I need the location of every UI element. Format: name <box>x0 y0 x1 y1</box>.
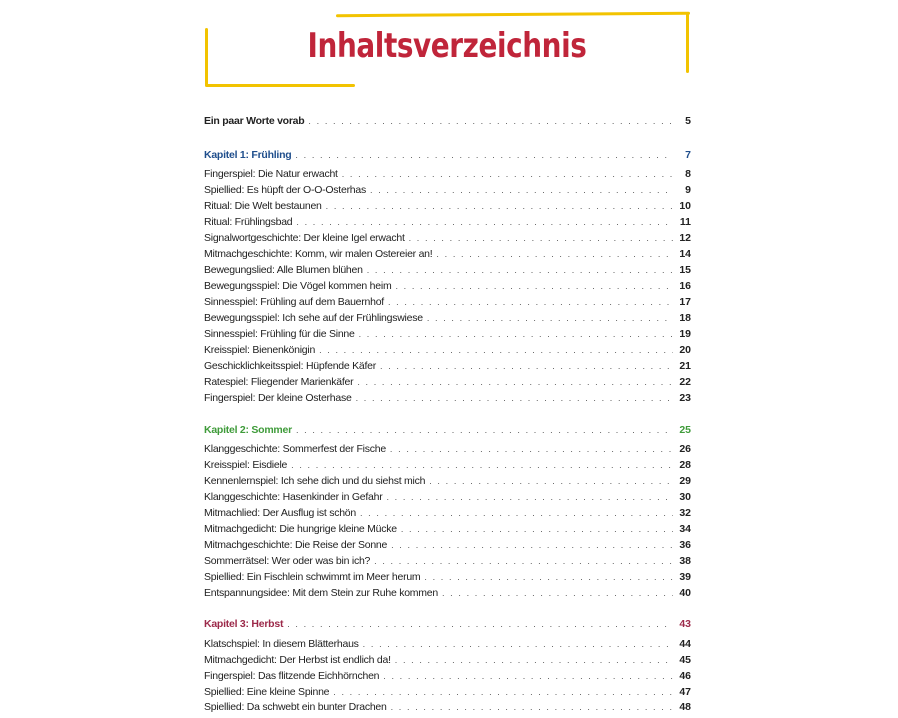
title-frame-left <box>205 28 208 86</box>
dot-leader <box>442 586 673 601</box>
toc-intro <box>204 114 691 129</box>
dot-leader <box>296 423 673 438</box>
toc-entry <box>204 474 691 489</box>
toc-entry-page: 16 <box>679 280 691 292</box>
toc-entry-label: Geschicklichkeitsspiel: Hüpfende Käfer <box>204 360 377 372</box>
toc-entry <box>204 586 691 601</box>
toc-entry <box>204 215 691 230</box>
title-frame-bottom <box>205 84 355 87</box>
toc-entry-label: Ein paar Worte vorab <box>204 115 305 127</box>
dot-leader <box>367 263 673 278</box>
toc-entry-label: Entspannungsidee: Mit dem Stein zur Ruhe kommen <box>204 587 438 599</box>
dot-leader <box>436 247 673 262</box>
toc-entry <box>204 167 691 182</box>
chapter-heading-page: 7 <box>685 149 691 161</box>
toc-entry <box>204 637 691 652</box>
toc-entry-label: Ratespiel: Fliegender Marienkäfer <box>204 376 354 388</box>
chapter-heading-page: 25 <box>679 424 691 436</box>
dot-leader <box>383 669 673 684</box>
toc-entry-page: 11 <box>679 216 691 228</box>
dot-leader <box>386 490 673 505</box>
toc-entry-label: Bewegungslied: Alle Blumen blühen <box>204 264 363 276</box>
chapter-heading-label: Kapitel 1: Frühling <box>204 149 292 161</box>
toc-entry <box>204 279 691 294</box>
toc-entry <box>204 295 691 310</box>
toc-entry <box>204 231 691 246</box>
toc-entry-label: Klanggeschichte: Sommerfest der Fische <box>204 443 386 455</box>
dot-leader <box>295 148 673 163</box>
chapter-heading-label: Kapitel 3: Herbst <box>204 618 284 630</box>
toc-entry-page: 28 <box>679 459 691 471</box>
toc-entry-page: 21 <box>679 360 691 372</box>
toc-entry <box>204 458 691 473</box>
toc-entry <box>204 327 691 342</box>
toc-entry-label: Bewegungsspiel: Ich sehe auf der Frühlingswiese <box>204 312 423 324</box>
toc-entry-page: 38 <box>679 555 691 567</box>
toc-entry-page: 23 <box>679 392 691 404</box>
dot-leader <box>390 442 673 457</box>
toc-entry-label: Kreisspiel: Eisdiele <box>204 459 288 471</box>
toc-entry-label: Ritual: Frühlingsbad <box>204 216 293 228</box>
toc-entry-page: 36 <box>679 539 691 551</box>
dot-leader <box>319 343 673 358</box>
toc-entry-page: 40 <box>679 587 691 599</box>
dot-leader <box>296 215 673 230</box>
dot-leader <box>380 359 673 374</box>
dot-leader <box>370 183 673 198</box>
toc-entry <box>204 538 691 553</box>
toc-entry-label: Mitmachlied: Der Ausflug ist schön <box>204 507 356 519</box>
dot-leader <box>395 279 673 294</box>
toc-entry <box>204 490 691 505</box>
dot-leader <box>388 295 673 310</box>
toc-entry <box>204 522 691 537</box>
toc-entry <box>204 247 691 262</box>
dot-leader <box>429 474 673 489</box>
dot-leader <box>391 538 673 553</box>
toc-entry-page: 12 <box>679 232 691 244</box>
toc-entry-page: 44 <box>679 638 691 650</box>
toc-entry-page: 39 <box>679 571 691 583</box>
chapter-heading-2 <box>204 423 691 438</box>
toc-entry-label: Spiellied: Ein Fischlein schwimmt im Meer herum <box>204 571 421 583</box>
toc-entry <box>204 442 691 457</box>
toc-entry-page: 19 <box>679 328 691 340</box>
toc-entry <box>204 183 691 198</box>
dot-leader <box>333 685 673 700</box>
toc-entry-page: 20 <box>679 344 691 356</box>
toc-entry-label: Mitmachgeschichte: Die Reise der Sonne <box>204 539 388 551</box>
toc-entry <box>204 263 691 278</box>
toc-entry-page: 32 <box>679 507 691 519</box>
toc-entry-label: Bewegungsspiel: Die Vögel kommen heim <box>204 280 392 292</box>
toc-entry-label: Mitmachgedicht: Der Herbst ist endlich da! <box>204 654 391 666</box>
toc-entry-label: Spiellied: Da schwebt ein bunter Drachen <box>204 701 387 713</box>
title-frame-right <box>686 13 689 73</box>
toc-entry-label: Signalwortgeschichte: Der kleine Igel erwacht <box>204 232 405 244</box>
toc-entry <box>204 570 691 585</box>
dot-leader <box>287 617 673 632</box>
toc-entry-label: Sinnesspiel: Frühling für die Sinne <box>204 328 355 340</box>
dot-leader <box>357 375 673 390</box>
toc-entry <box>204 506 691 521</box>
toc-entry-page: 46 <box>679 670 691 682</box>
toc-entry-page: 5 <box>685 115 691 127</box>
toc-entry-label: Klatschspiel: In diesem Blätterhaus <box>204 638 359 650</box>
toc-entry-page: 9 <box>685 184 691 196</box>
toc-entry-label: Spiellied: Eine kleine Spinne <box>204 686 330 698</box>
toc-entry-page: 34 <box>679 523 691 535</box>
chapter-heading-1 <box>204 148 691 163</box>
toc-entry-page: 48 <box>679 701 691 713</box>
chapter-heading-page: 43 <box>679 618 691 630</box>
toc-entry <box>204 375 691 390</box>
toc-entry-label: Fingerspiel: Das flitzende Eichhörnchen <box>204 670 380 682</box>
dot-leader <box>391 700 673 715</box>
toc-entry-page: 10 <box>679 200 691 212</box>
toc-entry <box>204 311 691 326</box>
dot-leader <box>401 522 673 537</box>
toc-entry-page: 47 <box>679 686 691 698</box>
page-title: Inhaltsverzeichnis <box>307 26 587 66</box>
toc-entry <box>204 554 691 569</box>
toc-entry <box>204 391 691 406</box>
toc-entry <box>204 359 691 374</box>
dot-leader <box>356 391 673 406</box>
dot-leader <box>291 458 673 473</box>
chapter-heading-label: Kapitel 2: Sommer <box>204 424 292 436</box>
toc-entry-label: Mitmachgeschichte: Komm, wir malen Ostereier an! <box>204 248 433 260</box>
dot-leader <box>374 554 673 569</box>
toc-entry-page: 22 <box>679 376 691 388</box>
toc-entry-page: 14 <box>679 248 691 260</box>
title-frame-top <box>336 12 690 17</box>
toc-entry-label: Sommerrätsel: Wer oder was bin ich? <box>204 555 371 567</box>
toc-entry <box>204 685 691 700</box>
toc-entry <box>204 653 691 668</box>
dot-leader <box>326 199 673 214</box>
dot-leader <box>359 327 673 342</box>
toc-entry <box>204 700 691 715</box>
toc-entry-page: 29 <box>679 475 691 487</box>
dot-leader <box>308 114 673 129</box>
chapter-heading-3 <box>204 617 691 632</box>
toc-entry-label: Klanggeschichte: Hasenkinder in Gefahr <box>204 491 383 503</box>
toc-entry-label: Mitmachgedicht: Die hungrige kleine Mücke <box>204 523 397 535</box>
dot-leader <box>427 311 673 326</box>
dot-leader <box>342 167 673 182</box>
dot-leader <box>363 637 673 652</box>
toc-entry-page: 26 <box>679 443 691 455</box>
toc-entry <box>204 669 691 684</box>
toc-entry-label: Kreisspiel: Bienenkönigin <box>204 344 316 356</box>
toc-entry-page: 45 <box>679 654 691 666</box>
toc-entry-page: 15 <box>679 264 691 276</box>
dot-leader <box>409 231 673 246</box>
toc-entry-label: Fingerspiel: Die Natur erwacht <box>204 168 338 180</box>
toc-entry-label: Kennenlernspiel: Ich sehe dich und du siehst mich <box>204 475 426 487</box>
toc-entry-label: Spiellied: Es hüpft der O-O-Osterhas <box>204 184 366 196</box>
toc-entry <box>204 343 691 358</box>
dot-leader <box>360 506 673 521</box>
toc-entry-page: 30 <box>679 491 691 503</box>
dot-leader <box>424 570 673 585</box>
toc-entry-page: 18 <box>679 312 691 324</box>
dot-leader <box>395 653 673 668</box>
toc-entry-label: Fingerspiel: Der kleine Osterhase <box>204 392 352 404</box>
toc-entry-label: Sinnesspiel: Frühling auf dem Bauernhof <box>204 296 384 308</box>
toc-entry-page: 8 <box>685 168 691 180</box>
toc-entry-page: 17 <box>679 296 691 308</box>
toc-entry <box>204 199 691 214</box>
toc-entry-label: Ritual: Die Welt bestaunen <box>204 200 322 212</box>
